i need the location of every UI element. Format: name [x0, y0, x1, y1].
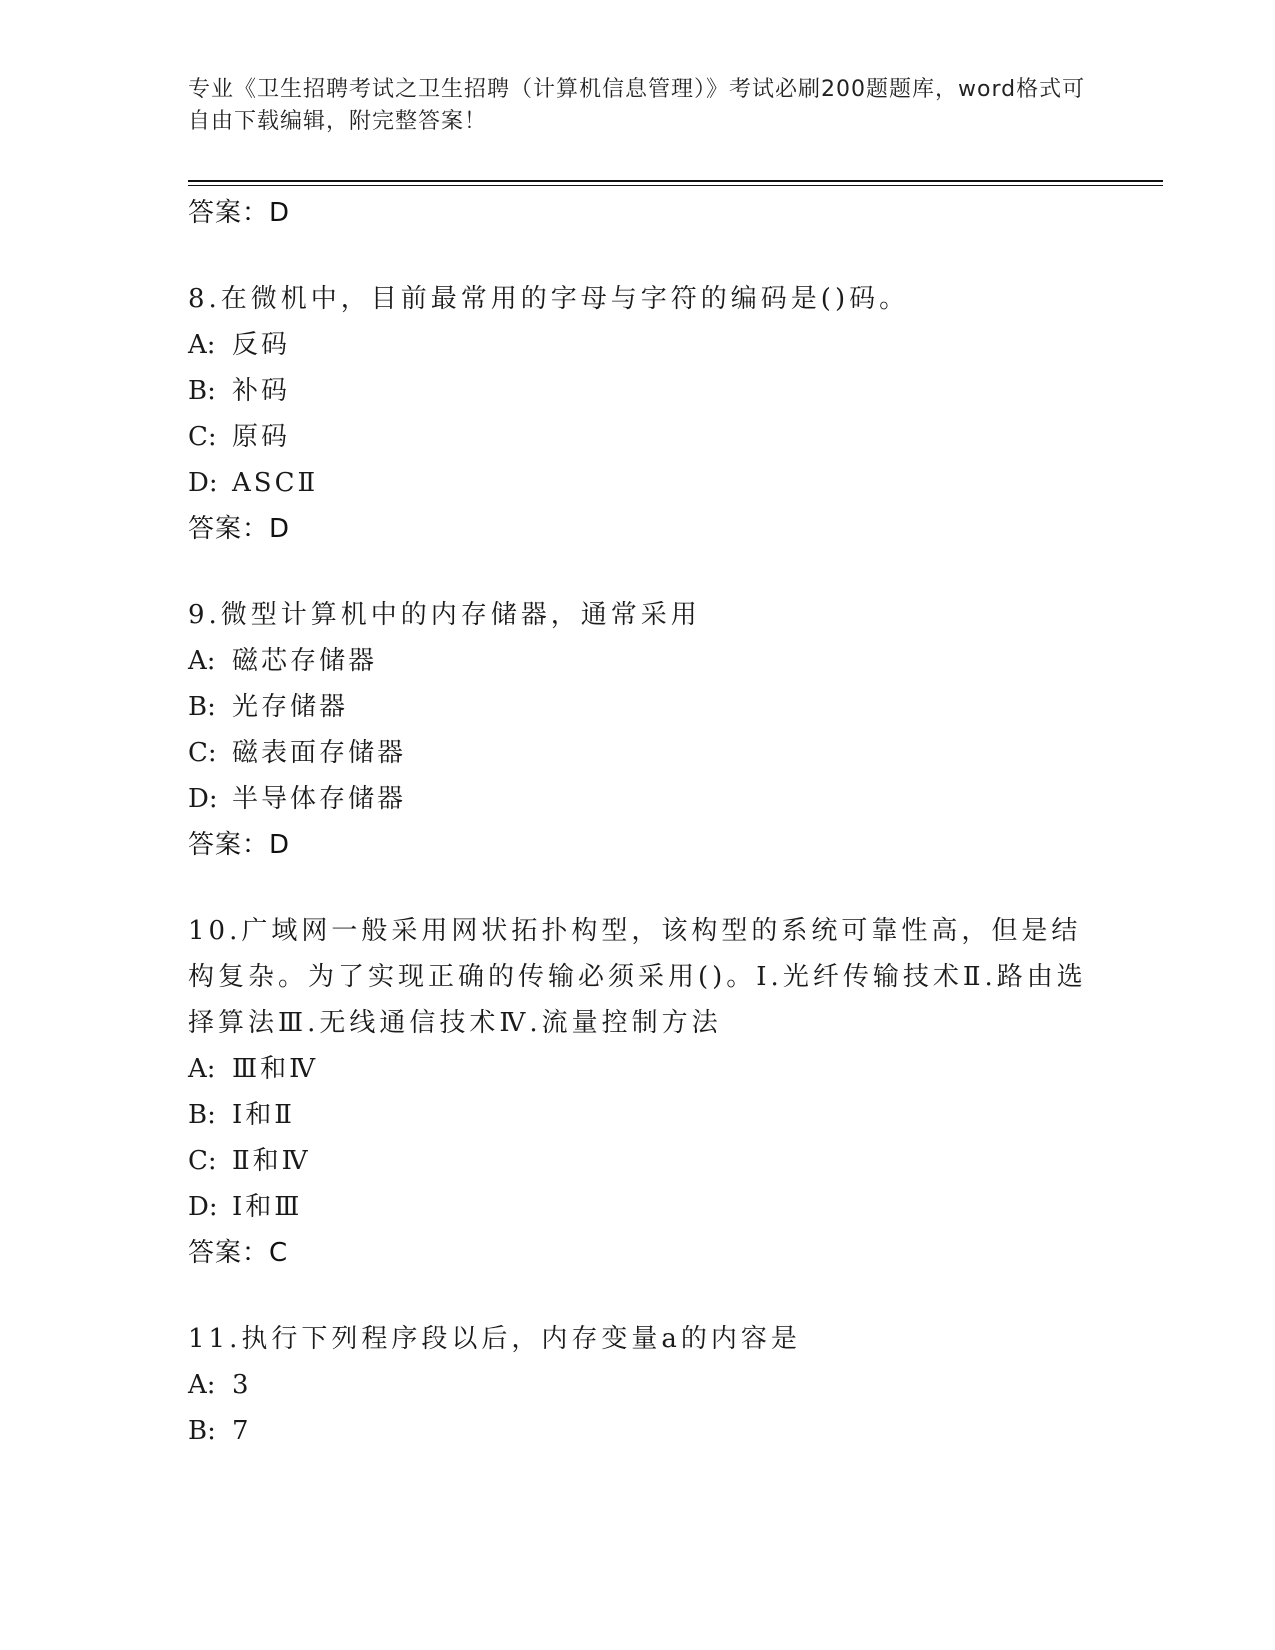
option-b — [188, 1408, 1088, 1454]
option-d — [188, 1184, 1088, 1230]
option-text: Ⅰ和Ⅱ — [232, 1100, 295, 1130]
option-c — [188, 414, 1088, 460]
question-block — [188, 276, 1088, 552]
option-key: D: — [188, 784, 218, 814]
option-key: B: — [188, 692, 216, 722]
option-a — [188, 1046, 1088, 1092]
question-list — [188, 190, 1088, 1454]
option-c — [188, 1138, 1088, 1184]
option-text: 原码 — [232, 422, 291, 452]
option-text: 反码 — [232, 330, 291, 360]
option-a — [188, 1362, 1088, 1408]
option-key: B: — [188, 1100, 216, 1130]
option-b — [188, 368, 1088, 414]
option-text: 补码 — [232, 376, 291, 406]
option-text: 7 — [232, 1416, 252, 1446]
option-b — [188, 684, 1088, 730]
question-text: 11.执行下列程序段以后，内存变量a的内容是 — [188, 1324, 801, 1354]
option-text: 3 — [232, 1370, 252, 1400]
option-text: 磁芯存储器 — [232, 646, 378, 676]
answer-line: 答案：D — [188, 514, 291, 544]
document-header: 专业《卫生招聘考试之卫生招聘（计算机信息管理）》考试必刷200题题库，word格式可自由下载编辑，附完整答案！ — [188, 77, 1086, 134]
option-a — [188, 322, 1088, 368]
option-text: 光存储器 — [232, 692, 349, 722]
option-text: 半导体存储器 — [232, 784, 407, 814]
option-a — [188, 638, 1088, 684]
question-block — [188, 908, 1088, 1276]
option-key: C: — [188, 422, 217, 452]
option-key: C: — [188, 1146, 217, 1176]
answer-line: 答案：D — [188, 198, 291, 228]
header-rule-thick — [188, 180, 1163, 182]
question-text: 10.广域网一般采用网状拓扑构型，该构型的系统可靠性高，但是结构复杂。为了实现正确的传输必须采用()。Ⅰ.光纤传输技术Ⅱ.路由选择算法Ⅲ.无线通信技术Ⅳ.流量控制方法 — [188, 916, 1087, 1038]
header-rule-thin — [188, 185, 1163, 186]
question-text: 8.在微机中，目前最常用的字母与字符的编码是()码。 — [188, 284, 910, 314]
option-key: A: — [188, 330, 216, 360]
option-text: 磁表面存储器 — [232, 738, 407, 768]
option-key: A: — [188, 1370, 216, 1400]
option-text: Ⅱ和Ⅳ — [232, 1146, 311, 1176]
option-key: A: — [188, 646, 216, 676]
answer-line: 答案：D — [188, 830, 291, 860]
answer-line: 答案：C — [188, 1238, 289, 1268]
option-key: A: — [188, 1054, 216, 1084]
option-b — [188, 1092, 1088, 1138]
option-key: B: — [188, 1416, 216, 1446]
option-key: D: — [188, 1192, 218, 1222]
option-text: ASCⅡ — [232, 468, 319, 498]
option-text: Ⅲ和Ⅳ — [232, 1054, 319, 1084]
option-c — [188, 730, 1088, 776]
option-d — [188, 776, 1088, 822]
question-block — [188, 1316, 1088, 1454]
option-key: D: — [188, 468, 218, 498]
option-text: Ⅰ和Ⅲ — [232, 1192, 303, 1222]
question-text: 9.微型计算机中的内存储器，通常采用 — [188, 600, 701, 630]
option-key: B: — [188, 376, 216, 406]
option-d — [188, 460, 1088, 506]
question-block — [188, 592, 1088, 868]
option-key: C: — [188, 738, 217, 768]
